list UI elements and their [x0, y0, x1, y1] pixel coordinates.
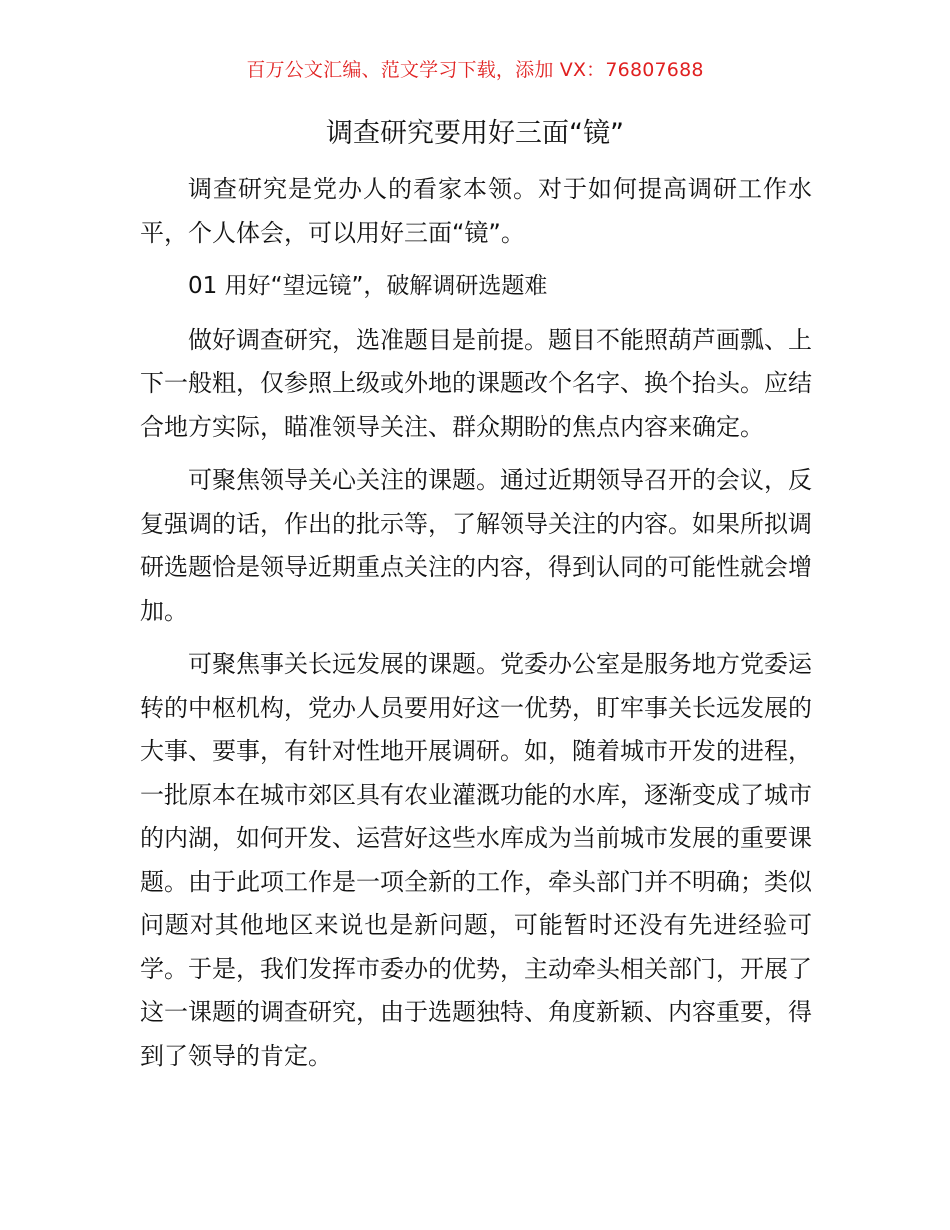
promo-header: 百万公文汇编、范文学习下载，添加 VX：76807688	[246, 59, 704, 81]
section-heading: 01 用好“望远镜”，破解调研选题难	[188, 273, 548, 299]
intro-paragraph: 调查研究是党办人的看家本领。对于如何提高调研工作水平，个人体会，可以用好三面“镜”。	[140, 175, 812, 247]
body-paragraph: 可聚焦领导关心关注的课题。通过近期领导召开的会议，反复强调的话，作出的批示等，了解领导关注的内容。如果所拟调研选题恰是领导近期重点关注的内容，得到认同的可能性就会增加。	[140, 466, 812, 625]
body-paragraph: 做好调查研究，选准题目是前提。题目不能照葫芦画瓢、上下一般粗，仅参照上级或外地的课题改个名字、换个抬头。应结合地方实际，瞄准领导关注、群众期盼的焦点内容来确定。	[140, 325, 812, 441]
document-title: 调查研究要用好三面“镜”	[326, 118, 624, 149]
document-body	[140, 168, 812, 1088]
body-paragraph: 可聚焦事关长远发展的课题。党委办公室是服务地方党委运转的中枢机构，党办人员要用好这一优势，盯牢事关长远发展的大事、要事，有针对性地开展调研。如，随着城市开发的进程，一批原本在城市郊区具有农业灌溉功能的水库，逐渐变成了城市的内湖，如何开发、运营好这些水库成为当前城市发展的重要课题。由于此项工作是一项全新的工作，牵头部门并不明确；类似问题对其他地区来说也是新问题，可能暂时还没有先进经验可学。于是，我们发挥市委办的优势，主动牵头相关部门，开展了这一课题的调查研究，由于选题独特、角度新颖、内容重要，得到了领导的肯定。	[140, 650, 812, 1070]
